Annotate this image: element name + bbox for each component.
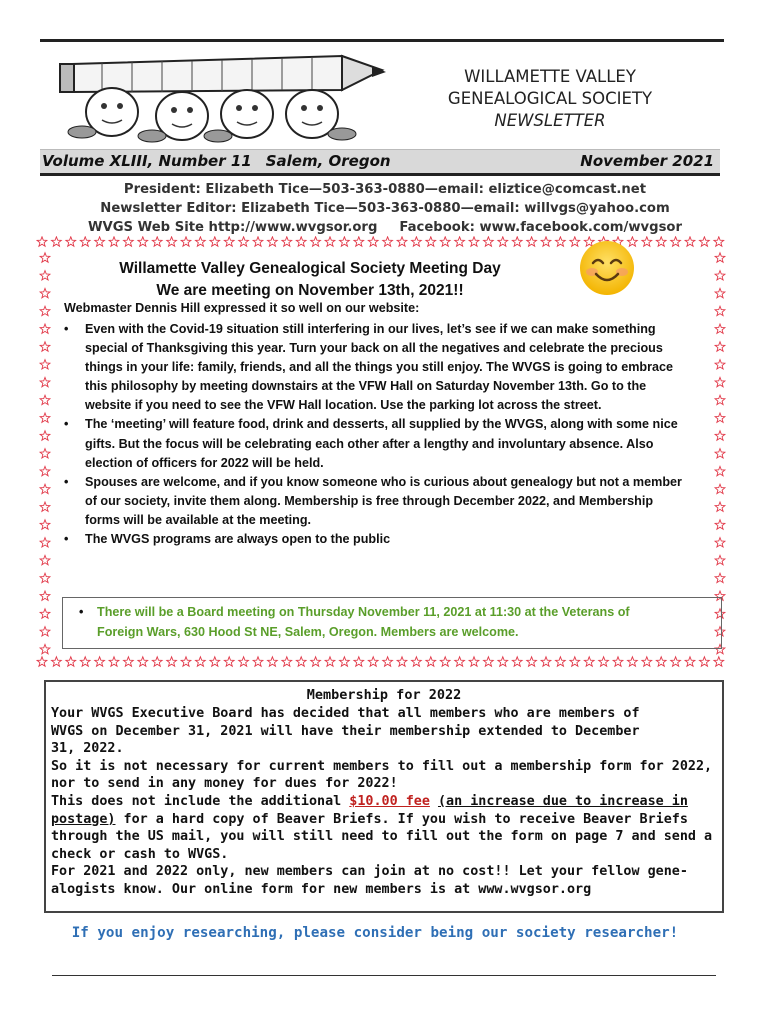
star-ornament <box>40 644 50 653</box>
star-ornament <box>715 377 725 386</box>
star-ornament <box>138 237 148 246</box>
editor-contact: Newsletter Editor: Elizabeth Tice—503-363-0880—email: willvgs@yahoo.com <box>100 201 670 216</box>
star-ornament <box>66 237 76 246</box>
bottom-rule <box>52 975 716 976</box>
star-ornament <box>224 657 234 666</box>
star-ornament <box>282 237 292 246</box>
star-ornament <box>715 555 725 564</box>
star-ornament <box>469 237 479 246</box>
meeting-bullets <box>64 320 712 549</box>
bullet-line: • The WVGS programs are always open to the public <box>85 532 391 547</box>
star-ornament <box>181 657 191 666</box>
membership-line: So it is not necessary for current members to fill out a membership form for 2022, <box>51 758 713 774</box>
star-ornament <box>715 395 725 404</box>
star-ornament <box>455 657 465 666</box>
star-ornament <box>196 657 206 666</box>
star-ornament <box>671 237 681 246</box>
star-ornament <box>80 657 90 666</box>
star-ornament <box>715 466 725 475</box>
star-ornament <box>40 271 50 280</box>
star-ornament <box>714 237 724 246</box>
star-ornament <box>40 253 50 262</box>
star-ornament <box>383 237 393 246</box>
star-ornament <box>37 657 47 666</box>
star-ornament <box>210 237 220 246</box>
star-ornament <box>40 342 50 351</box>
star-ornament <box>440 657 450 666</box>
star-ornament <box>527 657 537 666</box>
board-line-2: Foreign Wars, 630 Hood St NE, Salem, Oregon. Members are welcome. <box>97 624 519 639</box>
star-ornament <box>40 466 50 475</box>
star-ornament <box>210 657 220 666</box>
star-ornament <box>440 237 450 246</box>
meeting-title-line1: Willamette Valley Genealogical Society Meeting Day <box>119 260 501 277</box>
star-ornament <box>138 657 148 666</box>
star-ornament <box>40 573 50 582</box>
membership-line: check or cash to WVGS. <box>51 846 229 862</box>
beaver-pencil-logo <box>42 46 392 146</box>
bullet-line: this philosophy by meeting downstairs at the VFW Hall on Saturday November 13th. Go to the <box>85 379 647 394</box>
star-ornament <box>700 237 710 246</box>
bullet-line: special of Thanksgiving this year. Turn your back on all the negatives and celebrate the precious <box>85 341 663 356</box>
star-ornament <box>715 538 725 547</box>
bullet-item <box>64 473 712 530</box>
volume-number: Volume XLIII, Number 11 <box>42 152 252 170</box>
star-ornament <box>715 271 725 280</box>
star-ornament <box>40 484 50 493</box>
star-ornament <box>685 657 695 666</box>
star-ornament <box>715 253 725 262</box>
star-ornament <box>40 360 50 369</box>
star-ornament <box>715 324 725 333</box>
star-ornament <box>455 237 465 246</box>
star-ornament <box>167 237 177 246</box>
star-ornament <box>52 657 62 666</box>
meeting-title-line2: We are meeting on November 13th, 2021!! <box>156 282 464 299</box>
star-ornament <box>715 288 725 297</box>
fee-note: (an increase due to increase in <box>437 793 688 809</box>
location: Salem, Oregon <box>265 152 391 170</box>
star-ornament <box>397 657 407 666</box>
bullet-line: of our society, invite them along. Membership is free through December 2022, and Membership <box>85 493 654 508</box>
society-name <box>430 66 670 132</box>
star-ornament <box>325 237 335 246</box>
star-ornament <box>584 657 594 666</box>
star-ornament <box>196 237 206 246</box>
star-ornament <box>253 657 263 666</box>
membership-line: For 2021 and 2022 only, new members can join at no cost!! Let your fellow gene- <box>51 864 688 880</box>
star-ornament <box>40 555 50 564</box>
star-ornament <box>714 657 724 666</box>
star-ornament <box>715 360 725 369</box>
star-ornament <box>325 657 335 666</box>
star-ornament <box>40 431 50 440</box>
board-meeting-box <box>62 597 722 649</box>
star-ornament <box>40 591 50 600</box>
star-ornament <box>40 609 50 618</box>
star-ornament <box>109 237 119 246</box>
star-ornament <box>52 237 62 246</box>
star-ornament <box>124 237 134 246</box>
bullet-line: things in your life: family, friends, and all the things you still enjoy. The WVGS is going to embrace <box>85 360 674 375</box>
bullet-item <box>64 415 712 472</box>
bullet-line: gifts. But the focus will be celebrating each other after a lengthy and involuntary absence. Also <box>85 436 654 451</box>
star-ornament <box>412 657 422 666</box>
star-ornament <box>253 237 263 246</box>
star-ornament <box>340 657 350 666</box>
bullet-item <box>64 320 712 415</box>
star-ornament <box>642 237 652 246</box>
star-ornament <box>715 573 725 582</box>
volume-bar <box>40 149 720 176</box>
star-ornament <box>40 324 50 333</box>
star-ornament <box>715 413 725 422</box>
star-ornament <box>715 306 725 315</box>
star-ornament <box>498 657 508 666</box>
website-link[interactable]: WVGS Web Site http://www.wvgsor.org <box>87 220 378 235</box>
star-ornament <box>37 237 47 246</box>
star-ornament <box>109 657 119 666</box>
star-ornament <box>296 657 306 666</box>
star-ornament <box>541 657 551 666</box>
star-ornament <box>570 657 580 666</box>
star-ornament <box>426 657 436 666</box>
star-ornament <box>40 627 50 636</box>
bullet-line: website if you need to see the VFW Hall location. Use the parking lot across the street. <box>85 398 602 413</box>
membership-line: This does not include the additional $10.00 fee (an increase due to increase in <box>51 793 688 809</box>
membership-body <box>51 705 719 899</box>
star-ornament <box>239 237 249 246</box>
star-ornament <box>311 657 321 666</box>
membership-box <box>44 680 724 913</box>
membership-title: Membership for 2022 <box>306 687 462 703</box>
star-ornament <box>715 431 725 440</box>
star-ornament <box>715 502 725 511</box>
star-ornament <box>95 657 105 666</box>
star-ornament <box>354 657 364 666</box>
star-ornament <box>354 237 364 246</box>
star-ornament <box>556 657 566 666</box>
star-ornament <box>80 237 90 246</box>
star-ornament <box>368 657 378 666</box>
bullet-line: election of officers for 2022 will be held. <box>85 455 324 470</box>
star-ornament <box>715 342 725 351</box>
membership-line: WVGS on December 31, 2021 will have their membership extended to December <box>51 723 640 739</box>
membership-line: postage) for a hard copy of Beaver Briefs. If you wish to receive Beaver Briefs <box>51 811 688 827</box>
star-ornament <box>599 657 609 666</box>
star-ornament <box>556 237 566 246</box>
star-ornament <box>484 657 494 666</box>
star-ornament <box>152 657 162 666</box>
bullet-line: forms will be available at the meeting. <box>85 512 312 527</box>
newsletter-label: NEWSLETTER <box>494 111 606 130</box>
star-ornament <box>124 657 134 666</box>
star-ornament <box>368 237 378 246</box>
star-ornament <box>40 538 50 547</box>
star-ornament <box>700 657 710 666</box>
star-ornament <box>671 657 681 666</box>
star-ornament <box>40 413 50 422</box>
star-ornament <box>613 657 623 666</box>
star-ornament <box>167 657 177 666</box>
star-ornament <box>685 237 695 246</box>
star-ornament <box>224 237 234 246</box>
star-ornament <box>40 395 50 404</box>
star-ornament <box>40 377 50 386</box>
star-ornament <box>239 657 249 666</box>
star-ornament <box>498 237 508 246</box>
president-contact: President: Elizabeth Tice—503-363-0880—email: eliztice@comcast.net <box>123 182 647 197</box>
society-name-line1: WILLAMETTE VALLEY <box>464 67 636 86</box>
star-ornament <box>282 657 292 666</box>
membership-line: through the US mail, you will still need to fill out the form on page 7 and send a <box>51 829 713 845</box>
star-ornament <box>40 502 50 511</box>
bullet-item <box>64 530 712 549</box>
bullet-line: • The ‘meeting’ will feature food, drink and desserts, all supplied by the WVGS, along with some nice <box>85 417 678 432</box>
star-ornament <box>66 657 76 666</box>
membership-line: Your WVGS Executive Board has decided that all members who are members of <box>51 706 640 721</box>
star-ornament <box>656 237 666 246</box>
bullet-line: • Spouses are welcome, and if you know someone who is curious about genealogy but not a member <box>85 474 682 489</box>
smiley-face-icon <box>578 239 636 297</box>
facebook-link[interactable]: Facebook: www.facebook.com/wvgsor <box>399 220 682 235</box>
membership-line: alogists know. Our online form for new members is at www.wvgsor.org <box>51 881 592 897</box>
bullet-line: • Even with the Covid-19 situation still interfering in our lives, let’s see if we can make something <box>85 322 656 336</box>
top-rule <box>40 39 724 42</box>
star-ornament <box>383 657 393 666</box>
star-ornament <box>397 237 407 246</box>
meeting-title <box>80 258 540 302</box>
star-ornament <box>484 237 494 246</box>
star-ornament <box>40 449 50 458</box>
fee-amount: $10.00 fee <box>349 793 430 809</box>
researcher-appeal: If you enjoy researching, please consider being our society researcher! <box>71 925 679 941</box>
star-ornament <box>40 520 50 529</box>
star-ornament <box>268 657 278 666</box>
board-meeting-text <box>73 603 717 642</box>
star-ornament <box>512 237 522 246</box>
star-ornament <box>512 657 522 666</box>
star-ornament <box>656 657 666 666</box>
star-ornament <box>426 237 436 246</box>
star-ornament <box>311 237 321 246</box>
star-ornament <box>527 237 537 246</box>
membership-line: nor to send in any money for dues for 2022! <box>51 776 398 792</box>
star-ornament <box>715 484 725 493</box>
issue-date: November 2021 <box>580 152 714 170</box>
star-ornament <box>541 237 551 246</box>
board-line-1: • There will be a Board meeting on Thursday November 11, 2021 at 11:30 at the Veterans of <box>97 605 630 619</box>
web-contact <box>0 220 770 235</box>
star-ornament <box>268 237 278 246</box>
star-ornament <box>469 657 479 666</box>
star-ornament <box>296 237 306 246</box>
star-ornament <box>152 237 162 246</box>
star-ornament <box>181 237 191 246</box>
membership-line: 31, 2022. <box>51 741 124 757</box>
star-ornament <box>95 237 105 246</box>
society-name-line2: GENEALOGICAL SOCIETY <box>447 89 653 108</box>
meeting-intro: Webmaster Dennis Hill expressed it so well on our website: <box>64 301 420 315</box>
star-ornament <box>40 288 50 297</box>
star-ornament <box>412 237 422 246</box>
star-ornament <box>40 306 50 315</box>
star-ornament <box>628 657 638 666</box>
star-ornament <box>715 520 725 529</box>
star-ornament <box>642 657 652 666</box>
star-ornament <box>340 237 350 246</box>
star-ornament <box>715 449 725 458</box>
